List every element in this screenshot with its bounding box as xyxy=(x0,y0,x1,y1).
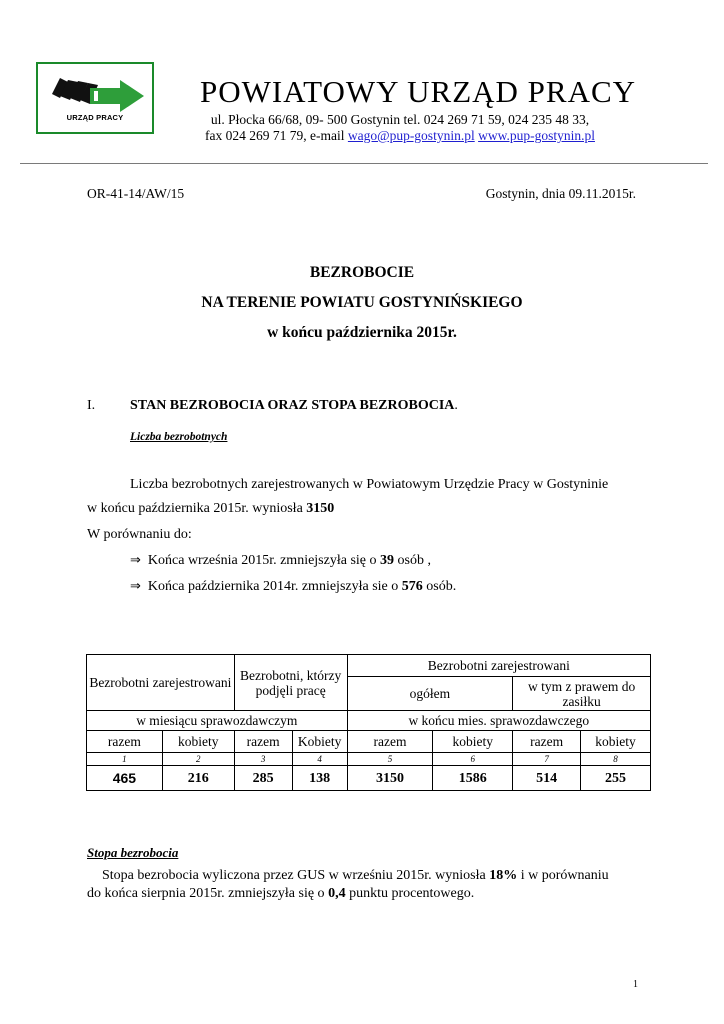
column-header: razem xyxy=(234,731,292,753)
table-value: 1586 xyxy=(433,766,513,791)
header-registered: Bezrobotni zarejestrowani xyxy=(87,655,235,711)
column-header: razem xyxy=(87,731,163,753)
logo xyxy=(36,62,154,134)
email-link[interactable]: wago@pup-gostynin.pl xyxy=(347,128,475,143)
header-registered-group: Bezrobotni zarejestrowani xyxy=(347,655,650,677)
comparison-label: W porównaniu do: xyxy=(87,527,192,542)
column-header: kobiety xyxy=(581,731,651,753)
table-value: 255 xyxy=(581,766,651,791)
header-end-month: w końcu mies. sprawozdawczego xyxy=(347,711,650,731)
section-title: STAN BEZROBOCIA ORAZ STOPA BEZROBOCIA. xyxy=(130,398,458,413)
double-arrow-icon: ⇒ xyxy=(130,579,141,594)
column-header: razem xyxy=(347,731,433,753)
column-index: 1 xyxy=(87,753,163,766)
header-benefit: w tym z prawem do zasiłku xyxy=(513,677,651,711)
column-index: 7 xyxy=(513,753,581,766)
logo-cards-arrow-icon xyxy=(38,68,152,118)
logo-text: URZĄD PRACY xyxy=(66,113,124,122)
column-header: kobiety xyxy=(433,731,513,753)
contact-info xyxy=(160,112,640,144)
title-line-1: BEZROBOCIE xyxy=(309,264,415,281)
column-index: 5 xyxy=(347,753,433,766)
title-line-2: NA TERENIE POWIATU GOSTYNIŃSKIEGO xyxy=(201,294,523,311)
address-line: ul. Płocka 66/68, 09- 500 Gostynin tel. 024 269 71 59, 024 235 48 33, xyxy=(210,112,590,127)
comparison-item: ⇒ Końca września 2015r. zmniejszyła się o 39 osób , xyxy=(130,553,431,568)
website-link[interactable]: www.pup-gostynin.pl xyxy=(478,128,595,143)
table-value: 285 xyxy=(234,766,292,791)
column-header: razem xyxy=(513,731,581,753)
header-hired: Bezrobotni, którzy podjęli pracę xyxy=(234,655,347,711)
rate-line-1: Stopa bezrobocia wyliczona przez GUS w wrześniu 2015r. wyniosła 18% i w porównaniu xyxy=(102,868,609,883)
column-header: kobiety xyxy=(162,731,234,753)
organization-title: POWIATOWY URZĄD PRACY xyxy=(199,74,637,109)
header-total: ogółem xyxy=(347,677,513,711)
paragraph-line-2: w końcu października 2015r. wyniosła 3150 xyxy=(87,501,335,516)
column-index: 2 xyxy=(162,753,234,766)
table-value: 465 xyxy=(87,766,163,791)
title-line-3: w końcu października 2015r. xyxy=(267,324,457,341)
paragraph-line-1: Liczba bezrobotnych zarejestrowanych w Powiatowym Urzędzie Pracy w Gostyninie xyxy=(130,477,609,492)
column-index: 8 xyxy=(581,753,651,766)
column-index: 3 xyxy=(234,753,292,766)
rate-line-2: do końca sierpnia 2015r. zmniejszyła się o 0,4 punktu procentowego. xyxy=(87,886,475,901)
subheading-unemployed-count: Liczba bezrobotnych xyxy=(130,431,228,443)
page-number: 1 xyxy=(633,979,638,990)
double-arrow-icon: ⇒ xyxy=(130,553,141,568)
unemployment-table xyxy=(86,654,651,791)
header-month: w miesiącu sprawozdawczym xyxy=(87,711,348,731)
column-header: Kobiety xyxy=(292,731,347,753)
document-date: Gostynin, dnia 09.11.2015r. xyxy=(485,186,636,201)
fax-line: fax 024 269 71 79, e-mail wago@pup-gostynin.pl www.pup-gostynin.pl xyxy=(205,128,595,143)
table-value: 3150 xyxy=(347,766,433,791)
comparison-item: ⇒ Końca października 2014r. zmniejszyła sie o 576 osób. xyxy=(130,579,457,594)
section-number: I. xyxy=(87,398,96,413)
reference-number: OR-41-14/AW/15 xyxy=(87,186,185,201)
column-index: 6 xyxy=(433,753,513,766)
subheading-unemployment-rate: Stopa bezrobocia xyxy=(87,845,179,860)
column-index: 4 xyxy=(292,753,347,766)
table-value: 514 xyxy=(513,766,581,791)
header-divider xyxy=(20,163,708,164)
table-value: 138 xyxy=(292,766,347,791)
table-value: 216 xyxy=(162,766,234,791)
